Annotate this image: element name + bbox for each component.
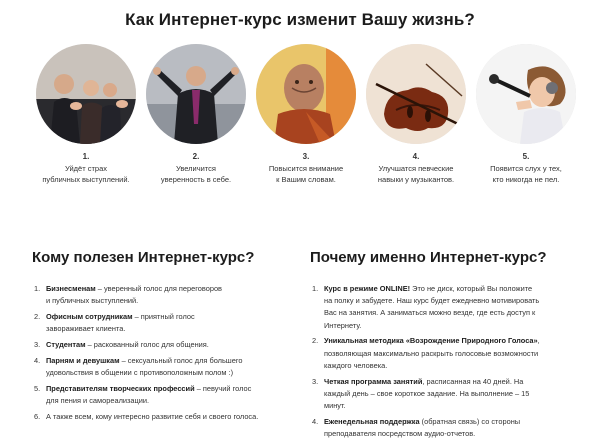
list-item: 1. Курс в режиме ONLINE! Это не диск, который Вы положите на полку и забудете. Наш курс будет ежедневно мотивировать Вас на занятия. А заниматься можно везде, где есть доступ к Интернету. <box>312 284 540 330</box>
right-column-list <box>312 283 582 444</box>
list-item: 1. Бизнесменам – уверенный голос для переговоров и публичных выступлений. <box>34 284 222 306</box>
list-item: 6. А также всем, кому интересно развитие себя и своего голоса. <box>34 411 259 421</box>
benefit-description: Повысится внимание к Вашим словам. <box>268 164 344 184</box>
list-item: 5. Представителям творческих профессий – певучий голос для пения и самореализации. <box>34 383 252 405</box>
benefit-number: 5. <box>522 152 530 161</box>
left-column-list <box>34 283 294 427</box>
benefit-item <box>356 44 476 185</box>
right-column-title: Почему именно Интернет-курс? <box>310 249 547 266</box>
benefit-description: Появится слух у тех, кто никогда не пел. <box>490 164 562 184</box>
applause-photo-icon <box>36 44 136 144</box>
page-title: Как Интернет-курс изменит Вашу жизнь? <box>125 10 475 29</box>
list-item: 4. Еженедельная поддержка (обратная связь) со стороны преподавателя посредством аудио-отчетов. <box>312 416 521 439</box>
benefit-description: Увеличится уверенность в себе. <box>160 164 232 184</box>
benefit-number: 2. <box>192 152 200 161</box>
list-item: 4. Парням и девушкам – сексуальный голос для большего удовольствия в общении с противоположным полом :) <box>34 355 243 377</box>
benefit-item <box>26 44 146 185</box>
list-item: 2. Уникальная методика «Возрождение Природного Голоса», позволяющая максимально раскрыть голосовые возможности каждого человека. <box>312 336 540 370</box>
benefit-item <box>466 44 586 185</box>
benefit-description: Уйдёт страх публичных выступлений. <box>42 164 130 184</box>
singing-child-photo-icon <box>476 44 576 144</box>
benefit-description: Улучшатся певческие навыки у музыкантов. <box>377 164 455 184</box>
violin-photo-icon <box>366 44 466 144</box>
left-column-title: Кому полезен Интернет-курс? <box>32 249 255 266</box>
benefit-number: 1. <box>82 152 90 161</box>
benefits-row <box>26 44 586 194</box>
confident-man-photo-icon <box>146 44 246 144</box>
list-item: 3. Студентам – раскованный голос для общения. <box>34 340 209 349</box>
benefit-number: 3. <box>302 152 310 161</box>
benefit-item <box>136 44 256 185</box>
benefit-item <box>246 44 366 185</box>
monk-photo-icon <box>256 44 356 144</box>
list-item: 2. Офисным сотрудникам – приятный голос завораживает клиента. <box>34 312 195 334</box>
benefit-number: 4. <box>412 152 420 161</box>
list-item: 3. Четкая программа занятий, расписанная на 40 дней. На каждый день – свое короткое задание. На выполнение – 15 минут. <box>312 376 530 411</box>
